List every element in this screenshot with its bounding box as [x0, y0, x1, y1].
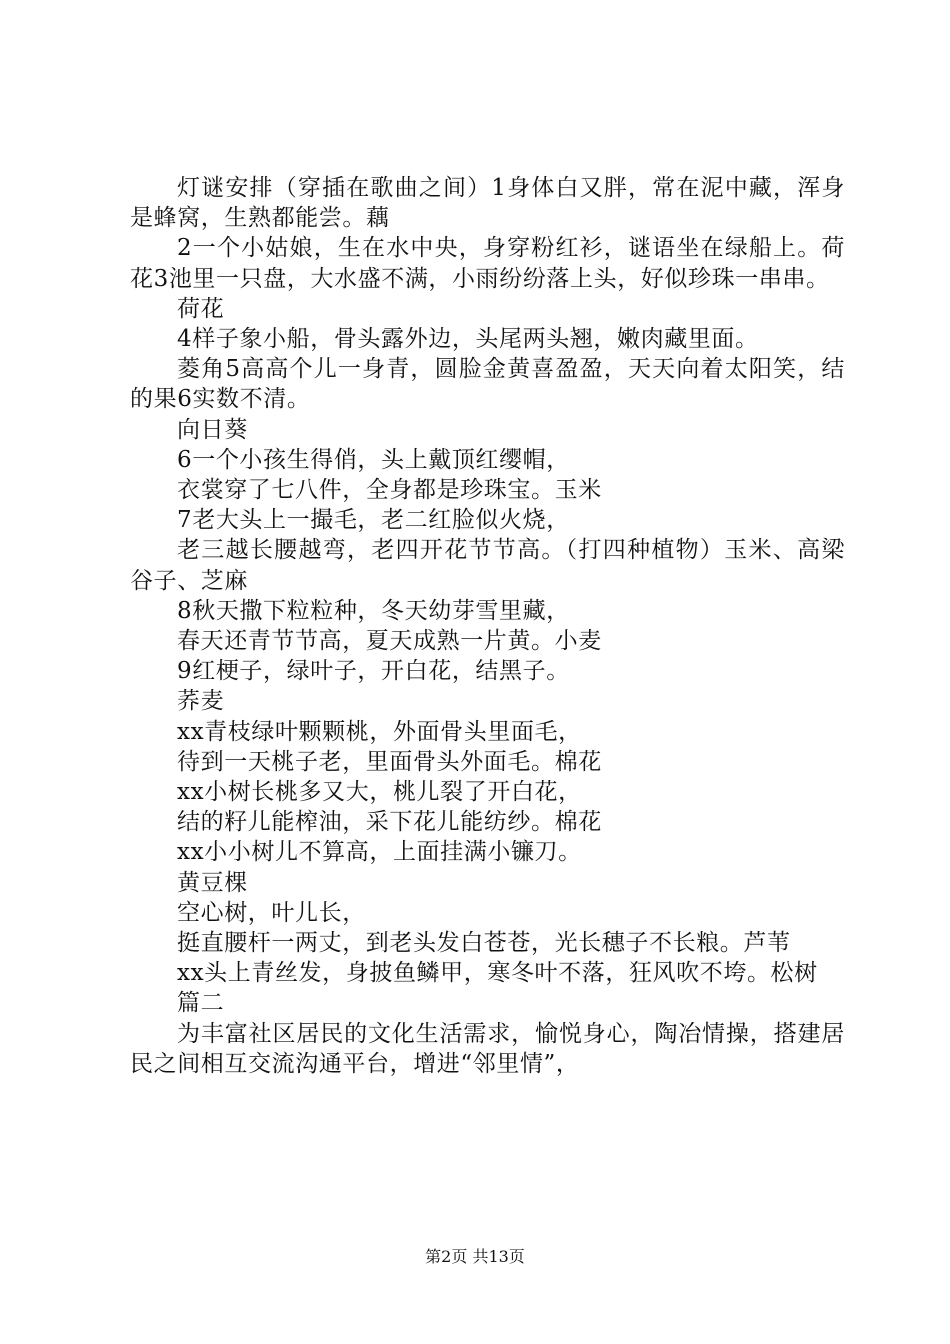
paragraph-11: 8秋天撒下粒粒种，冬天幼芽雪里藏， — [177, 597, 570, 624]
paragraph-25: 为丰富社区居民的文化生活需求，愉悦身心，陶冶情操，搭建居民之间相互交流沟通平台，增进“邻里情”， — [130, 1020, 845, 1077]
paragraph-12: 春天还青节节高，夏天成熟一片黄。小麦 — [177, 628, 602, 655]
paragraph-6: 向日葵 — [177, 416, 248, 443]
paragraph-18: 结的籽儿能榨油，采下花儿能纺纱。棉花 — [177, 809, 602, 836]
paragraph-19: xx小小树儿不算高，上面挂满小镰刀。 — [177, 839, 582, 866]
paragraph-16: 待到一天桃子老，里面骨头外面毛。棉花 — [177, 748, 602, 775]
paragraph-9: 7老大头上一撮毛，老二红脸似火烧， — [177, 507, 570, 534]
page-footer — [0, 1244, 950, 1267]
paragraph-10: 老三越长腰越弯，老四开花节节高。（打四种植物）玉米、高梁谷子、芝麻 — [130, 537, 845, 594]
paragraph-8: 衣裳穿了七八件，全身都是珍珠宝。玉米 — [177, 477, 602, 504]
paragraph-22: 挺直腰杆一两丈，到老头发白苍苍，光长穗子不长粮。芦苇 — [177, 930, 791, 957]
paragraph-14: 荞麦 — [177, 688, 225, 715]
paragraph-20: 黄豆棵 — [177, 869, 248, 896]
paragraph-5: 菱角5高高个儿一身青，圆脸金黄喜盈盈，天天向着太阳笑，结的果6实数不清。 — [130, 356, 845, 413]
paragraph-3: 荷花 — [177, 295, 225, 322]
paragraph-13: 9红梗子，绿叶子，开白花，结黑子。 — [177, 658, 570, 685]
paragraph-17: xx小树长桃多又大，桃儿裂了开白花， — [177, 779, 582, 806]
paragraph-23: xx头上青丝发，身披鱼鳞甲，寒冬叶不落，狂风吹不垮。松树 — [177, 960, 818, 987]
paragraph-15: xx青枝绿叶颗颗桃，外面骨头里面毛， — [177, 718, 582, 745]
document-body — [130, 173, 845, 1079]
paragraph-2: 2一个小姑娘，生在水中央，身穿粉红衫，谜语坐在绿船上。荷花3池里一只盘，大水盛不满，小雨纷纷落上头，好似珍珠一串串。 — [130, 235, 845, 292]
section-heading: 篇二 — [177, 990, 225, 1017]
paragraph-1: 灯谜安排（穿插在歌曲之间）1身体白又胖，常在泥中藏，浑身是蜂窝，生熟都能尝。藕 — [130, 175, 845, 232]
paragraph-21: 空心树，叶儿长， — [177, 899, 366, 926]
paragraph-4: 4样子象小船，骨头露外边，头尾两头翘，嫩肉藏里面。 — [177, 326, 759, 353]
paragraph-7: 6一个小孩生得俏，头上戴顶红缨帽， — [177, 446, 570, 473]
page-number-label: 第2页 共13页 — [425, 1247, 525, 1266]
